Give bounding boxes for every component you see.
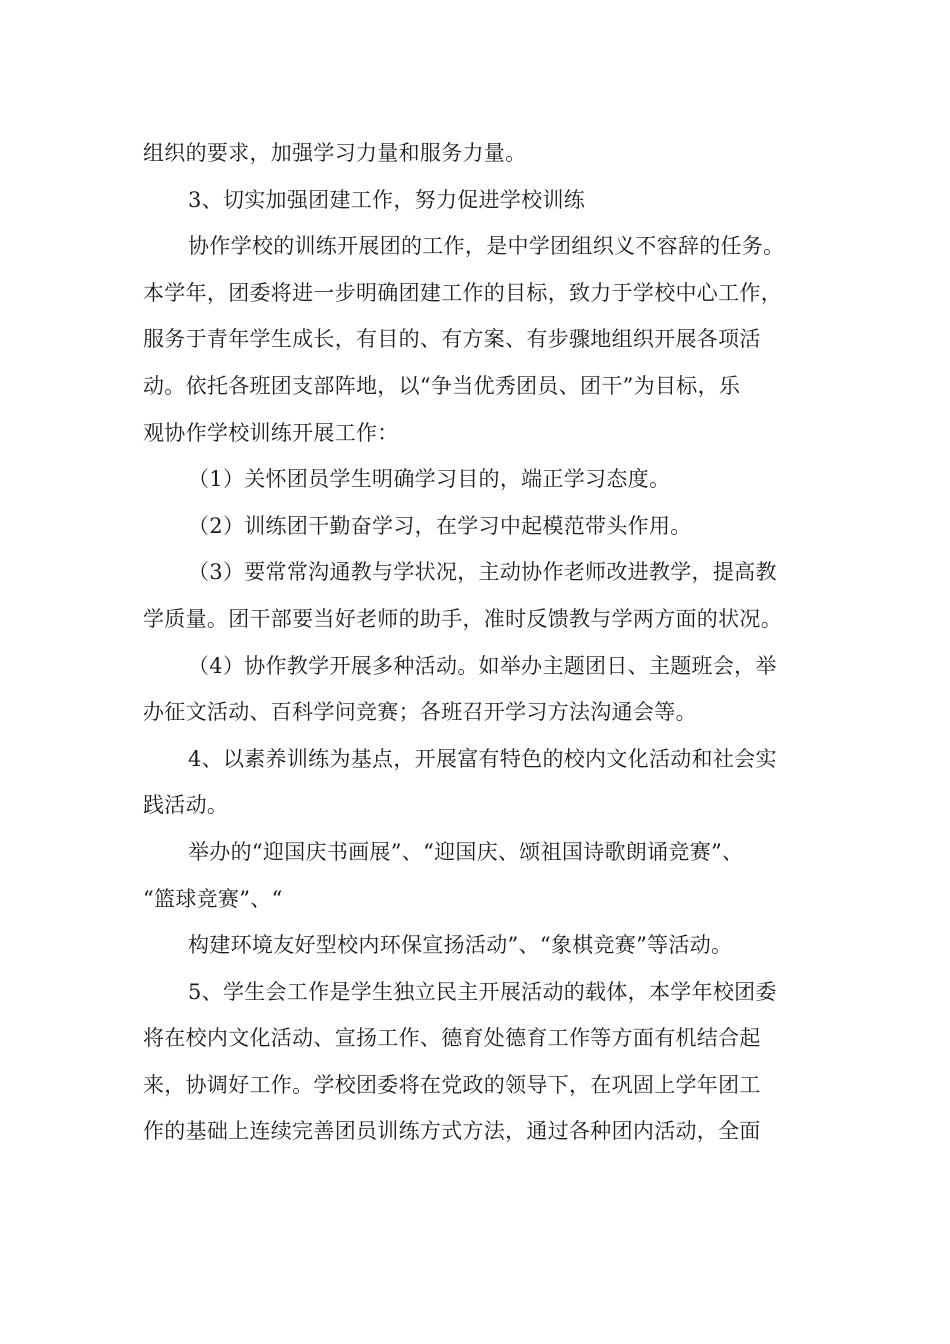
- text-line: 办征文活动、百科学问竞赛；各班召开学习方法沟通会等。: [143, 700, 697, 725]
- text-line: 5、学生会工作是学生独立民主开展活动的载体，本学年校团委: [188, 979, 777, 1004]
- text-line: “篮球竞赛”、“: [143, 886, 283, 911]
- text-line: 组织的要求，加强学习力量和服务力量。: [143, 141, 527, 165]
- text-line: 3、切实加强团建工作，努力促进学校训练: [188, 187, 586, 212]
- text-line: 将在校内文化活动、宣扬工作、德育处德育工作等方面有机结合起: [143, 1026, 761, 1051]
- text-line: 协作学校的训练开展团的工作，是中学团组织义不容辞的任务。: [188, 234, 785, 259]
- text-line: （2）训练团干勤奋学习，在学习中起模范带头作用。: [188, 513, 692, 538]
- text-line: 动。依托各班团支部阵地，以“争当优秀团员、团干”为目标，乐: [143, 373, 741, 398]
- text-line: 践活动。: [143, 793, 229, 818]
- text-line: 服务于青年学生成长，有目的、有方案、有步骤地组织开展各项活: [143, 327, 761, 352]
- text-line: 来，协调好工作。学校团委将在党政的领导下，在巩固上学年团工: [143, 1072, 761, 1097]
- text-line: 构建环境友好型校内环保宣扬活动”、“象棋竞赛”等活动。: [188, 933, 733, 958]
- text-line: 作的基础上连续完善团员训练方式方法，通过各种团内活动，全面: [143, 1119, 761, 1144]
- text-line: 学质量。团干部要当好老师的助手，准时反馈教与学两方面的状况。: [143, 606, 782, 631]
- document-body: [143, 130, 813, 1155]
- text-line: （3）要常常沟通教与学状况，主动协作老师改进教学，提高教: [188, 560, 777, 585]
- text-line: （1）关怀团员学生明确学习目的，端正学习态度。: [188, 467, 671, 492]
- text-line: （4）协作教学开展多种活动。如举办主题团日、主题班会，举: [188, 653, 777, 678]
- text-line: 举办的“迎国庆书画展”、“迎国庆、颂祖国诗歌朗诵竞赛”、: [188, 839, 744, 864]
- text-line: 4、以素养训练为基点，开展富有特色的校内文化活动和社会实: [188, 746, 777, 771]
- text-line: 观协作学校训练开展工作：: [143, 420, 399, 445]
- text-line: 本学年，团委将进一步明确团建工作的目标，致力于学校中心工作，: [143, 280, 782, 305]
